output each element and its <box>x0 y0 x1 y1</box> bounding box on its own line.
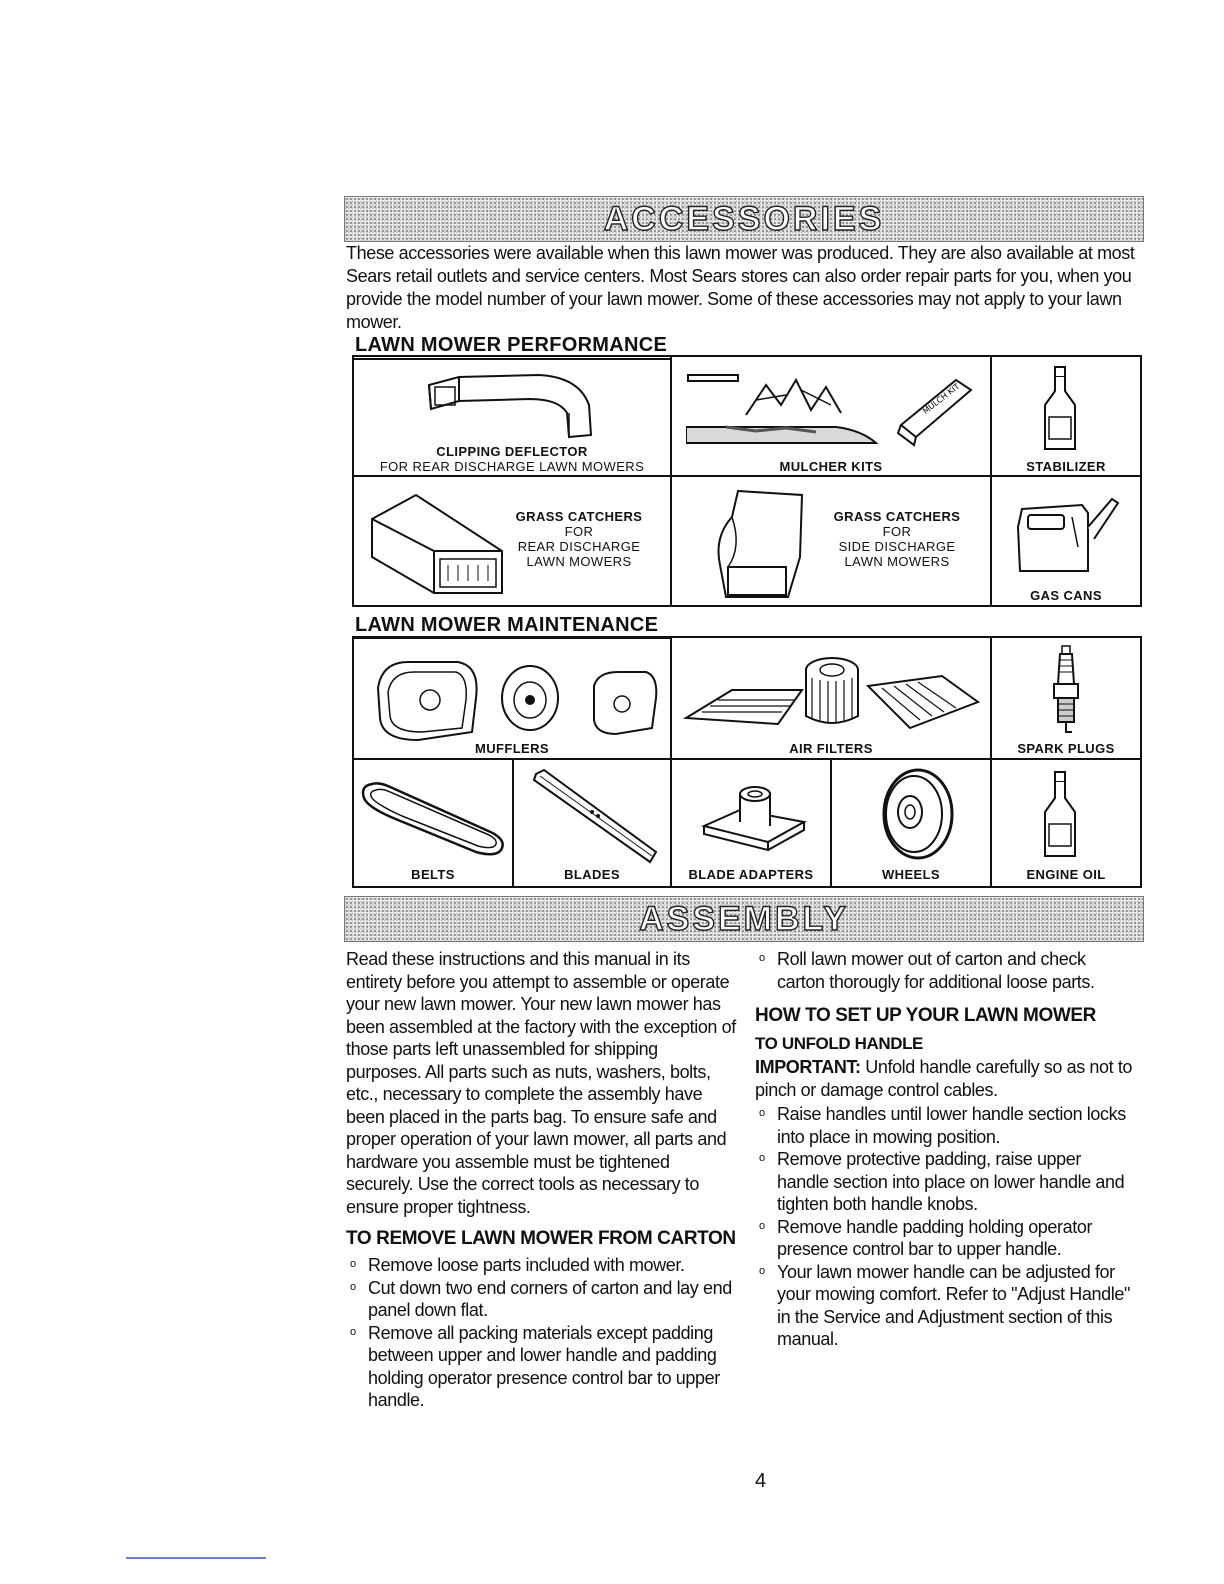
mulcher-kit-icon <box>686 365 976 455</box>
cell-clipping-deflector <box>353 356 671 476</box>
wheels-label: WHEELS <box>881 867 940 882</box>
rear-grass-catcher-icon <box>364 489 504 597</box>
important-label: IMPORTANT: <box>755 1057 861 1077</box>
important-note <box>755 1056 1135 1101</box>
air-filters-label: AIR FILTERS <box>789 741 873 756</box>
mufflers-icon <box>368 648 668 746</box>
belt-icon <box>358 774 508 858</box>
spark-plug-icon <box>1050 644 1082 738</box>
accessories-title: ACCESSORIES <box>603 199 885 238</box>
wheel-icon <box>872 766 958 862</box>
assembly-left-column <box>346 948 736 1412</box>
performance-heading: LAWN MOWER PERFORMANCE <box>355 334 668 356</box>
remove-carton-steps <box>346 1254 736 1412</box>
remove-step-3: o Remove all packing materials except padding between upper and lower handle and padding holding operator presence control bar to upper handle. <box>346 1322 736 1412</box>
cell-grass-catcher-rear <box>353 476 671 606</box>
grass-rear-line2: FOR <box>564 524 594 539</box>
blades-label: BLADES <box>564 867 620 882</box>
blade-icon <box>530 768 660 864</box>
cell-stabilizer <box>991 356 1141 476</box>
mufflers-label: MUFFLERS <box>475 741 549 756</box>
page-number: 4 <box>755 1470 767 1492</box>
remove-step-2: o Cut down two end corners of carton and lay end panel down flat. <box>346 1277 736 1322</box>
cell-gas-cans <box>991 476 1141 606</box>
maintenance-table <box>352 636 1142 888</box>
mulcher-kits-label: MULCHER KITS <box>779 459 883 474</box>
cell-air-filters <box>671 637 991 759</box>
unfold-handle-steps <box>755 1103 1135 1351</box>
blade-adapters-label: BLADE ADAPTERS <box>688 867 814 882</box>
grass-side-line1: GRASS CATCHERS <box>833 509 961 524</box>
blade-adapter-icon <box>700 770 810 860</box>
accessories-intro: These accessories were available when this lawn mower was produced. They are also available at most Sears retail outlets and service centers. Most Sears stores can also order repair parts for you, when you provide the model number of your lawn mower. Some of these accessories may not apply to your lawn mower. <box>346 243 1135 332</box>
important-text: Unfold handle carefully so as not to pinch or damage control cables. <box>755 1057 1133 1100</box>
grass-rear-line4: LAWN MOWERS <box>526 554 632 569</box>
cell-wheels <box>831 759 991 887</box>
accessories-banner <box>344 196 1144 242</box>
unfold-step-1: o Raise handles until lower handle section locks into place in mowing position. <box>755 1103 1135 1148</box>
assembly-right-column <box>755 948 1135 1351</box>
air-filters-icon <box>682 646 982 744</box>
remove-carton-steps-cont <box>755 948 1135 993</box>
grass-side-line2: FOR <box>882 524 912 539</box>
belts-label: BELTS <box>411 867 455 882</box>
grass-side-line4: LAWN MOWERS <box>844 554 950 569</box>
unfold-step-3: o Remove handle padding holding operator presence control bar to upper handle. <box>755 1216 1135 1261</box>
unfold-handle-heading: TO UNFOLD HANDLE <box>755 1034 923 1053</box>
stabilizer-label: STABILIZER <box>1026 459 1106 474</box>
clipping-deflector-icon <box>419 365 599 447</box>
gas-cans-label: GAS CANS <box>1030 588 1102 603</box>
grass-side-line3: SIDE DISCHARGE <box>838 539 956 554</box>
cell-spark-plugs <box>991 637 1141 759</box>
spark-plugs-label: SPARK PLUGS <box>1017 741 1115 756</box>
maintenance-heading: LAWN MOWER MAINTENANCE <box>355 614 659 636</box>
cell-blades <box>513 759 671 887</box>
gas-can-icon <box>1012 487 1122 577</box>
stabilizer-bottle-icon <box>1040 365 1080 453</box>
svg-text:MULCH KIT: MULCH KIT <box>921 381 962 416</box>
engine-oil-label: ENGINE OIL <box>1026 867 1106 882</box>
assembly-banner <box>344 896 1144 942</box>
cell-engine-oil <box>991 759 1141 887</box>
performance-table <box>352 355 1142 607</box>
cell-mulcher-kits <box>671 356 991 476</box>
unfold-step-2: o Remove protective padding, raise upper handle section into place on lower handle and tighten both handle knobs. <box>755 1148 1135 1216</box>
assembly-title: ASSEMBLY <box>639 899 849 938</box>
cell-grass-catcher-side <box>671 476 991 606</box>
remove-step-1: o Remove loose parts included with mower. <box>346 1254 736 1277</box>
cell-blade-adapters <box>671 759 831 887</box>
clipping-deflector-label: CLIPPING DEFLECTOR <box>436 444 588 459</box>
cell-mufflers <box>353 637 671 759</box>
cell-belts <box>353 759 513 887</box>
footer-rule <box>126 1557 266 1559</box>
grass-rear-line3: REAR DISCHARGE <box>517 539 641 554</box>
setup-heading: HOW TO SET UP YOUR LAWN MOWER <box>755 1005 1096 1026</box>
remove-step-4: o Roll lawn mower out of carton and check carton thorougly for additional loose parts. <box>755 948 1135 993</box>
engine-oil-bottle-icon <box>1040 770 1080 860</box>
unfold-step-4: o Your lawn mower handle can be adjusted for your mowing comfort. Refer to "Adjust Handle" in the Service and Adjustment section of this manual. <box>755 1261 1135 1351</box>
assembly-intro: Read these instructions and this manual in its entirety before you attempt to assemble or operate your new lawn mower. Your new lawn mower has been assembled at the factory with the exception of those parts left unassembled for shipping purposes. All parts such as nuts, washers, bolts, etc., necessary to complete the assembly have been placed in the parts bag. To ensure safe and proper operation of your lawn mower, all parts and hardware you assemble must be tightened securely. Use the correct tools as necessary to ensure proper tightness. <box>346 949 736 1217</box>
grass-rear-line1: GRASS CATCHERS <box>515 509 643 524</box>
side-grass-catcher-icon <box>712 487 812 599</box>
remove-carton-heading: TO REMOVE LAWN MOWER FROM CARTON <box>346 1228 736 1249</box>
clipping-deflector-sub: FOR REAR DISCHARGE LAWN MOWERS <box>379 459 645 474</box>
